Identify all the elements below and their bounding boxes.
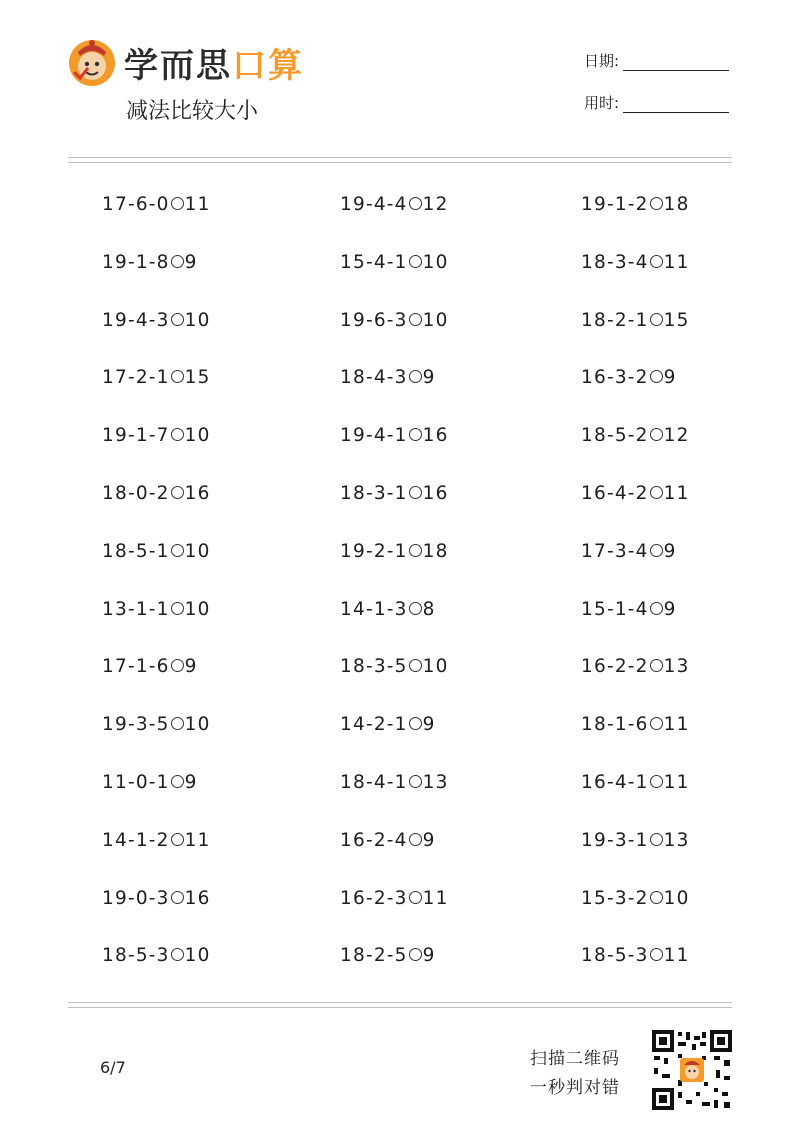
problem-compare-value: 18: [663, 194, 690, 215]
problem-compare-value: 18: [422, 540, 449, 562]
problem-expression: 18-4-1: [340, 771, 408, 793]
answer-circle[interactable]: [650, 486, 663, 499]
answer-circle[interactable]: [171, 659, 184, 672]
problem-expression: 19-1-2: [581, 194, 649, 215]
problem-expression: 15-1-4: [581, 598, 649, 620]
answer-circle[interactable]: [171, 775, 184, 788]
problem-grid: [0, 188, 800, 997]
problem-expression: 17-3-4: [581, 540, 649, 562]
problem-item: [240, 766, 482, 824]
problem-item: [482, 593, 800, 651]
problem-compare-value: 10: [422, 656, 449, 678]
problem-compare-value: 10: [184, 945, 211, 967]
problem-item: [0, 882, 240, 940]
problem-compare-value: 9: [422, 714, 436, 736]
problem-expression: 19-3-5: [102, 714, 170, 736]
problem-item: [482, 535, 800, 593]
problem-item: [482, 419, 800, 477]
problem-expression: 19-4-1: [340, 425, 408, 447]
problem-item: [482, 246, 800, 304]
answer-circle[interactable]: [650, 428, 663, 441]
problem-compare-value: 11: [663, 771, 690, 793]
problem-item: [0, 477, 240, 535]
problem-compare-value: 9: [422, 829, 436, 851]
problem-item: [240, 650, 482, 708]
problem-expression: 19-3-1: [581, 829, 649, 851]
answer-circle[interactable]: [171, 370, 184, 383]
problem-item: [0, 708, 240, 766]
problem-item: [240, 593, 482, 651]
problem-compare-value: 16: [422, 482, 449, 504]
time-field: [584, 92, 729, 113]
answer-circle[interactable]: [409, 313, 422, 326]
answer-circle[interactable]: [171, 948, 184, 961]
problem-item: [0, 361, 240, 419]
answer-circle[interactable]: [171, 428, 184, 441]
qr-code-icon[interactable]: [652, 1030, 732, 1110]
problem-item: [0, 824, 240, 882]
problem-expression: 18-4-3: [340, 367, 408, 389]
answer-circle[interactable]: [650, 659, 663, 672]
problem-compare-value: 12: [422, 194, 449, 215]
problem-compare-value: 11: [663, 714, 690, 736]
problem-expression: 18-2-1: [581, 309, 649, 331]
answer-circle[interactable]: [409, 775, 422, 788]
problem-expression: 18-5-3: [581, 945, 649, 967]
answer-circle[interactable]: [171, 255, 184, 268]
problem-expression: 14-1-2: [102, 829, 170, 851]
problem-compare-value: 8: [422, 598, 436, 620]
problem-expression: 18-5-2: [581, 425, 649, 447]
problem-compare-value: 10: [184, 714, 211, 736]
problem-compare-value: 11: [184, 194, 211, 215]
problem-item: [482, 188, 800, 246]
problem-expression: 17-6-0: [102, 194, 170, 215]
problem-compare-value: 13: [422, 771, 449, 793]
answer-circle[interactable]: [409, 255, 422, 268]
problem-item: [240, 824, 482, 882]
problem-expression: 18-1-6: [581, 714, 649, 736]
answer-circle[interactable]: [650, 833, 663, 846]
answer-circle[interactable]: [409, 891, 422, 904]
scan-text-line1: 扫描二维码: [530, 1049, 620, 1069]
answer-circle[interactable]: [409, 833, 422, 846]
answer-circle[interactable]: [409, 544, 422, 557]
answer-circle[interactable]: [171, 602, 184, 615]
answer-circle[interactable]: [171, 313, 184, 326]
problem-expression: 17-1-6: [102, 656, 170, 678]
problem-item: [0, 650, 240, 708]
problem-expression: 18-3-1: [340, 482, 408, 504]
problem-compare-value: 10: [184, 309, 211, 331]
problem-compare-value: 9: [184, 656, 198, 678]
date-field: [584, 50, 729, 71]
problem-expression: 18-5-1: [102, 540, 170, 562]
problem-expression: 19-1-7: [102, 425, 170, 447]
problem-item: [0, 304, 240, 362]
problem-compare-value: 15: [184, 367, 211, 389]
problem-item: [240, 708, 482, 766]
problem-expression: 18-0-2: [102, 482, 170, 504]
problem-compare-value: 11: [663, 945, 690, 967]
problem-item: [240, 477, 482, 535]
footer-divider: [68, 1002, 732, 1003]
date-label: 日期:: [584, 52, 620, 70]
problem-item: [0, 593, 240, 651]
problem-expression: 14-1-3: [340, 598, 408, 620]
problem-expression: 16-2-4: [340, 829, 408, 851]
answer-circle[interactable]: [650, 197, 663, 210]
problem-item: [482, 882, 800, 940]
problem-item: [240, 246, 482, 304]
problem-compare-value: 10: [184, 598, 211, 620]
answer-circle[interactable]: [409, 717, 422, 730]
problem-compare-value: 10: [422, 251, 449, 273]
date-blank[interactable]: [623, 56, 729, 71]
answer-circle[interactable]: [171, 197, 184, 210]
problem-expression: 16-3-2: [581, 367, 649, 389]
time-label: 用时:: [584, 94, 620, 112]
problem-compare-value: 9: [663, 540, 677, 562]
problem-item: [482, 361, 800, 419]
problem-item: [0, 939, 240, 997]
answer-circle[interactable]: [650, 948, 663, 961]
answer-circle[interactable]: [409, 659, 422, 672]
problem-compare-value: 9: [184, 251, 198, 273]
answer-circle[interactable]: [409, 197, 422, 210]
problem-compare-value: 10: [422, 309, 449, 331]
problem-item: [0, 535, 240, 593]
answer-circle[interactable]: [650, 370, 663, 383]
problem-compare-value: 9: [663, 367, 677, 389]
answer-circle[interactable]: [409, 486, 422, 499]
problem-expression: 16-4-2: [581, 482, 649, 504]
problem-compare-value: 13: [663, 656, 690, 678]
answer-circle[interactable]: [650, 775, 663, 788]
answer-circle[interactable]: [171, 486, 184, 499]
header-divider: [68, 157, 732, 158]
problem-compare-value: 10: [663, 887, 690, 909]
problem-compare-value: 11: [184, 829, 211, 851]
problem-item: [240, 361, 482, 419]
problem-item: [240, 419, 482, 477]
problem-expression: 19-4-4: [340, 194, 408, 215]
problem-item: [482, 708, 800, 766]
answer-circle[interactable]: [650, 891, 663, 904]
problem-expression: 16-2-3: [340, 887, 408, 909]
problem-expression: 16-2-2: [581, 656, 649, 678]
answer-circle[interactable]: [409, 948, 422, 961]
problem-compare-value: 16: [422, 425, 449, 447]
problem-item: [240, 882, 482, 940]
answer-circle[interactable]: [650, 602, 663, 615]
problem-expression: 11-0-1: [102, 771, 170, 793]
problem-compare-value: 16: [184, 482, 211, 504]
problem-expression: 18-3-4: [581, 251, 649, 273]
problem-expression: 13-1-1: [102, 598, 170, 620]
answer-circle[interactable]: [409, 428, 422, 441]
problem-item: [482, 304, 800, 362]
problem-expression: 18-2-5: [340, 945, 408, 967]
problem-compare-value: 12: [663, 425, 690, 447]
problem-expression: 17-2-1: [102, 367, 170, 389]
problem-expression: 19-6-3: [340, 309, 408, 331]
answer-circle[interactable]: [171, 717, 184, 730]
problem-compare-value: 13: [663, 829, 690, 851]
problem-item: [0, 188, 240, 246]
problem-item: [240, 535, 482, 593]
monkey-logo-icon: [66, 36, 118, 88]
problem-expression: 19-0-3: [102, 887, 170, 909]
problem-item: [482, 939, 800, 997]
time-blank[interactable]: [623, 98, 729, 113]
problem-item: [0, 419, 240, 477]
problem-expression: 16-4-1: [581, 771, 649, 793]
problem-expression: 18-3-5: [340, 656, 408, 678]
problem-expression: 15-4-1: [340, 251, 408, 273]
problem-expression: 15-3-2: [581, 887, 649, 909]
answer-circle[interactable]: [650, 717, 663, 730]
problem-compare-value: 11: [663, 251, 690, 273]
answer-circle[interactable]: [650, 313, 663, 326]
problem-item: [0, 246, 240, 304]
answer-circle[interactable]: [650, 544, 663, 557]
answer-circle[interactable]: [171, 544, 184, 557]
problem-compare-value: 11: [663, 482, 690, 504]
problem-item: [482, 650, 800, 708]
problem-item: [240, 304, 482, 362]
problem-compare-value: 9: [422, 945, 436, 967]
problem-item: [240, 939, 482, 997]
problem-expression: 19-4-3: [102, 309, 170, 331]
problem-item: [240, 188, 482, 246]
worksheet-title: 减法比较大小: [126, 99, 259, 124]
problem-expression: 18-5-3: [102, 945, 170, 967]
brand-title: [124, 38, 304, 87]
problem-expression: 14-2-1: [340, 714, 408, 736]
problem-item: [482, 766, 800, 824]
problem-item: [482, 824, 800, 882]
problem-expression: 19-2-1: [340, 540, 408, 562]
problem-compare-value: 10: [184, 425, 211, 447]
answer-circle[interactable]: [171, 891, 184, 904]
answer-circle[interactable]: [409, 370, 422, 383]
problem-item: [0, 766, 240, 824]
answer-circle[interactable]: [409, 602, 422, 615]
brand-accent: 口算: [232, 46, 304, 86]
answer-circle[interactable]: [171, 833, 184, 846]
problem-compare-value: 9: [184, 771, 198, 793]
problem-compare-value: 9: [422, 367, 436, 389]
scan-text-line2: 一秒判对错: [530, 1078, 620, 1098]
problem-compare-value: 15: [663, 309, 690, 331]
problem-expression: 19-1-8: [102, 251, 170, 273]
brand-main: 学而思: [124, 46, 232, 86]
problem-compare-value: 10: [184, 540, 211, 562]
problem-compare-value: 11: [422, 887, 449, 909]
problem-item: [482, 477, 800, 535]
page-number: 6/7: [100, 1058, 126, 1077]
problem-compare-value: 9: [663, 598, 677, 620]
answer-circle[interactable]: [650, 255, 663, 268]
problem-compare-value: 16: [184, 887, 211, 909]
